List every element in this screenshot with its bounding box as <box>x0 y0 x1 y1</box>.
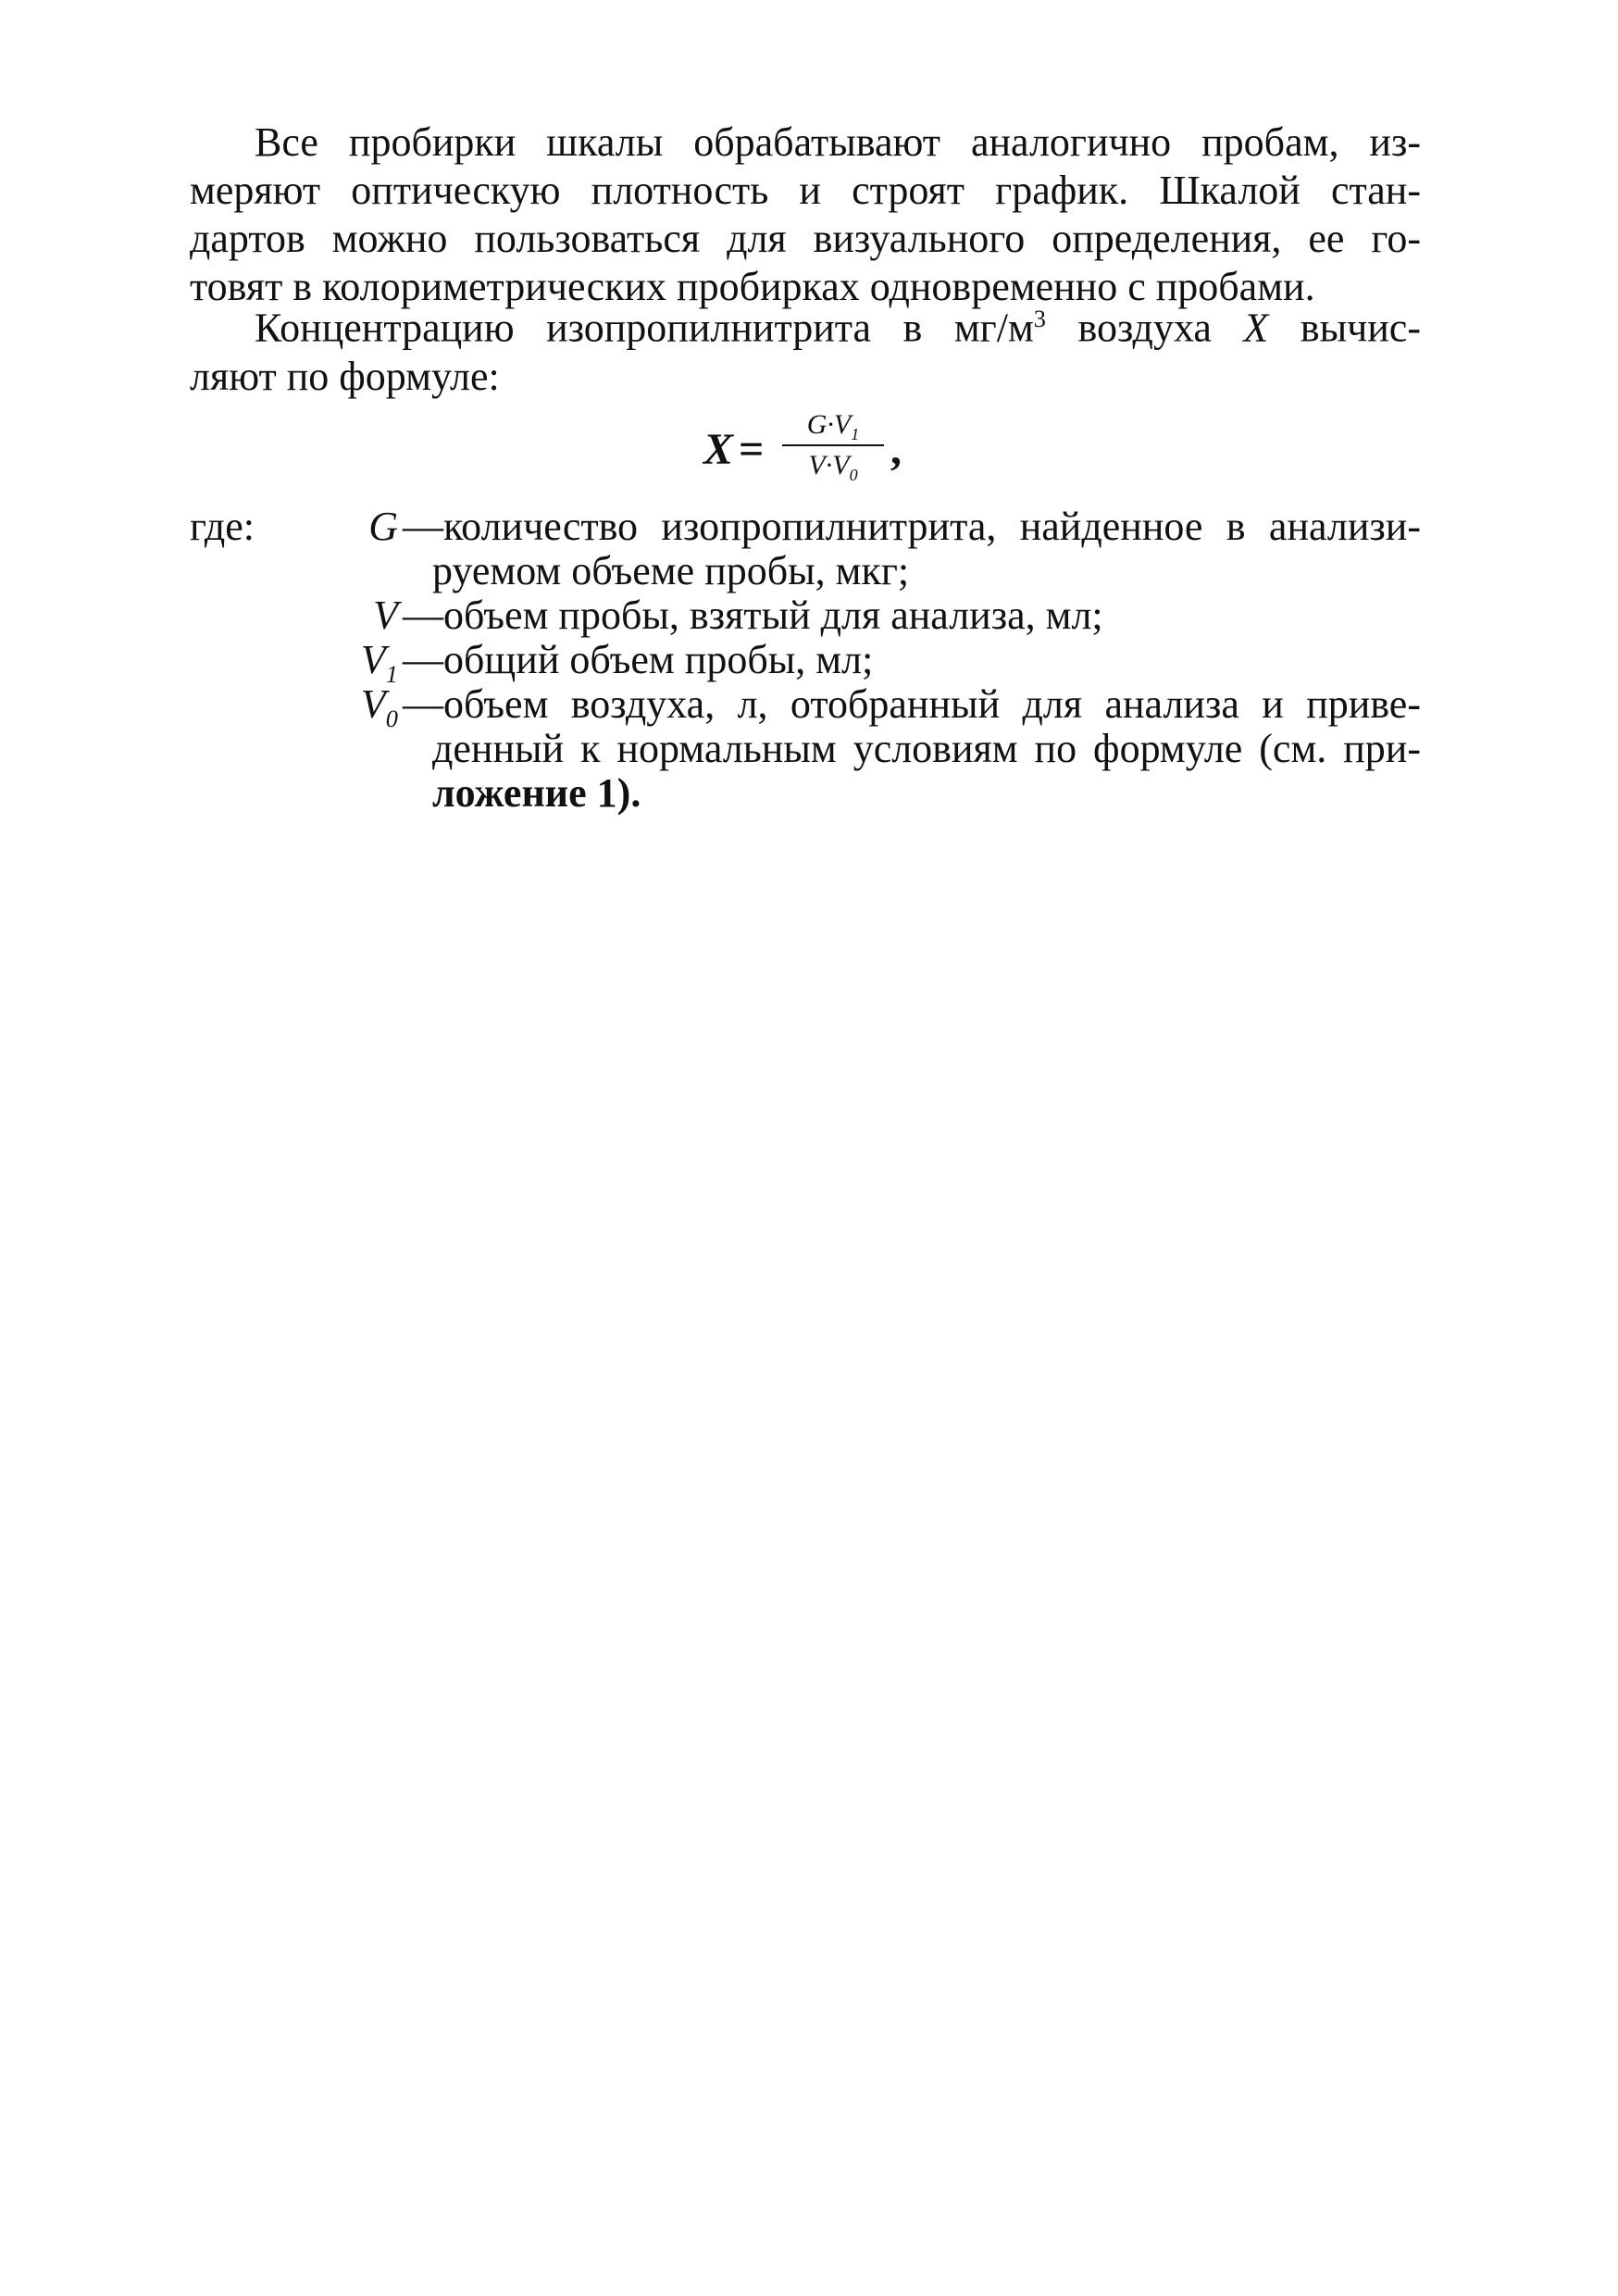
definition-text <box>403 505 1421 593</box>
text-line: ложение 1). <box>432 770 641 816</box>
text-line: дартов можно пользоваться для визуального определения, ее го- <box>190 216 1421 261</box>
formula-lhs: X <box>703 425 734 474</box>
text-line: ляют по формуле: <box>190 353 500 399</box>
dash: — <box>403 593 443 638</box>
definition-item <box>190 593 1421 638</box>
multiply-dot: · <box>827 409 834 440</box>
paragraph-scale-processing <box>190 119 1421 311</box>
text-line <box>403 593 1421 638</box>
text-fragment: воздуха <box>1046 305 1244 351</box>
definition-item <box>190 637 1421 688</box>
formula-numerator <box>782 407 884 443</box>
symbol-letter: V <box>360 681 386 727</box>
definition-symbol <box>324 593 398 638</box>
superscript: 3 <box>1033 305 1046 332</box>
text-line <box>403 505 1421 549</box>
text-line: меряют оптическую плотность и строят график. Шкалой стан- <box>190 168 1421 213</box>
text-line: товят в колориметрических пробирках одновременно с пробами. <box>190 264 1315 309</box>
formula-comma: , <box>890 425 902 474</box>
symbol-letter: V <box>360 637 386 682</box>
text-line <box>190 294 1421 353</box>
subscript: 1 <box>385 659 398 688</box>
definition-symbol <box>324 682 398 741</box>
text-fragment: количество изопропилнитрита, найденное в анализи- <box>443 504 1421 549</box>
text-fragment: общий объем пробы, мл; <box>443 637 874 682</box>
dash: — <box>403 681 443 727</box>
concentration-formula <box>685 407 944 491</box>
symbol-v: V <box>832 450 850 480</box>
paragraph-concentration <box>190 294 1421 401</box>
subscript: 0 <box>849 466 858 484</box>
multiply-dot: · <box>825 450 833 480</box>
subscript: 1 <box>851 425 860 443</box>
variable-x: X <box>1243 305 1269 351</box>
definition-text <box>403 638 1421 682</box>
definition-text <box>403 682 1421 816</box>
formula-fraction <box>782 407 884 483</box>
text-line <box>403 682 1421 727</box>
text-line: руемом объеме пробы, мкг; <box>432 548 910 593</box>
text-line <box>403 638 1421 682</box>
formula-equals: = <box>739 425 765 474</box>
dash: — <box>403 504 443 549</box>
fraction-bar <box>782 444 884 446</box>
definition-item <box>190 682 1421 816</box>
subscript: 0 <box>385 704 398 732</box>
text-fragment: объем воздуха, л, отобранный для анализа и приве- <box>443 681 1421 727</box>
symbol-g: G <box>806 409 828 440</box>
symbol-v: V <box>808 450 826 480</box>
definition-symbol <box>324 505 398 549</box>
formula-denominator <box>782 448 884 483</box>
text-line: Все пробирки шкалы обрабатывают аналогично пробам, из- <box>255 119 1421 165</box>
text-fragment: Концентрацию изопропилнитрита в мг/м <box>255 305 1034 351</box>
text-line: денный к нормальным условиям по формуле (см. при- <box>432 726 1421 771</box>
symbol-v: V <box>833 409 852 440</box>
dash: — <box>403 637 443 682</box>
text-fragment: объем пробы, взятый для анализа, мл; <box>443 593 1103 638</box>
text-fragment: вычис- <box>1268 305 1421 351</box>
symbol-letter: G <box>368 504 398 549</box>
definition-item <box>190 505 1421 593</box>
variable-definitions <box>190 505 1421 816</box>
definition-text <box>403 593 1421 638</box>
symbol-letter: V <box>373 593 398 638</box>
definitions-lead: где: <box>190 504 255 549</box>
